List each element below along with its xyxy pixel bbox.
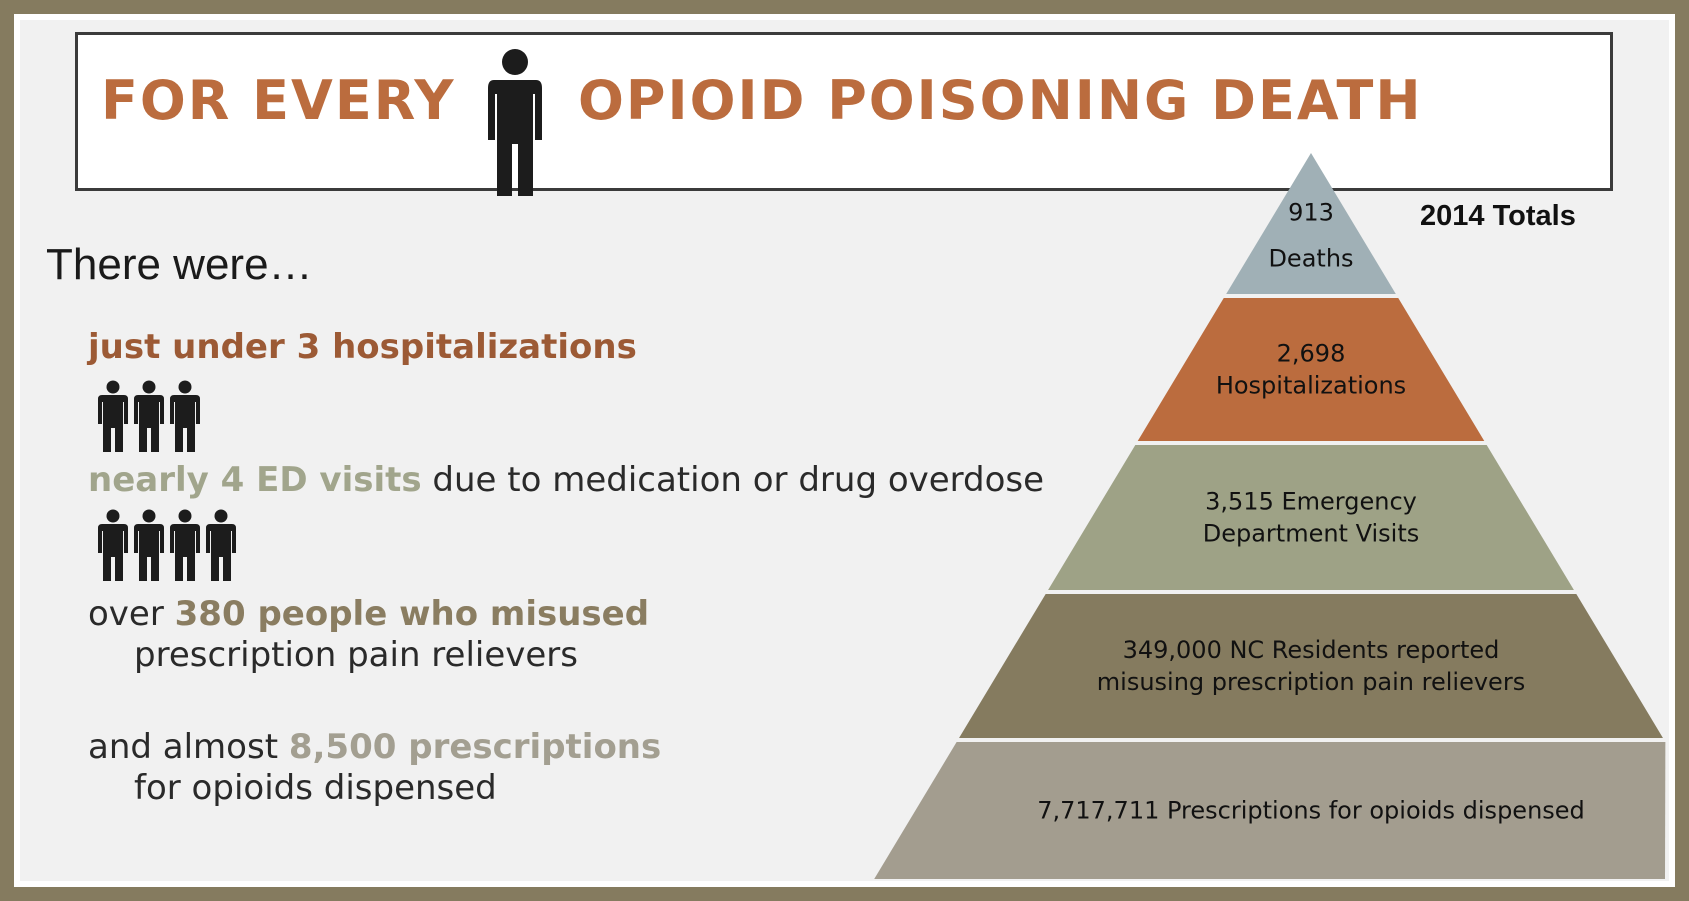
pyramid-tier-label: Deaths [1268, 244, 1354, 273]
stat-rest: due to medication or drug overdose [421, 460, 1045, 500]
pyramid-tier-2 [1048, 445, 1574, 590]
stat-continuation: prescription pain relievers [134, 634, 578, 675]
pyramid-tier-3 [959, 594, 1663, 738]
stat-prefix: over [88, 594, 175, 634]
pyramid-tier-label: 2,698 [1276, 339, 1346, 368]
totals-label: 2014 Totals [1420, 200, 1576, 232]
pyramid-tier-label: Hospitalizations [1215, 371, 1407, 400]
stat-highlight: just under 3 hospitalizations [88, 327, 637, 367]
stat-continuation: for opioids dispensed [134, 767, 497, 808]
stat-highlight: 8,500 prescriptions [288, 727, 662, 767]
pyramid-tier-label: 913 [1288, 198, 1334, 227]
pyramid-tier-label: 3,515 Emergency [1205, 487, 1417, 516]
stat-prefix: and almost [88, 727, 289, 767]
title-text-for-every: FOR EVERY [101, 69, 456, 132]
title-text-opioid-poisoning-death: OPIOID POISONING DEATH [578, 69, 1423, 132]
pyramid-tier-1 [1138, 298, 1485, 441]
pyramid-tier-label: 349,000 NC Residents reported [1122, 636, 1500, 664]
pyramid-tier-label: 7,717,711 Prescriptions for opioids dispensed [1037, 796, 1585, 825]
stat-highlight: 380 people who misused [174, 594, 650, 634]
pyramid-tier-label: misusing prescription pain relievers [1096, 668, 1526, 696]
pyramid-tier-label: Department Visits [1202, 519, 1420, 548]
stat-highlight: nearly 4 ED visits [88, 460, 422, 500]
intro-text: There were… [46, 240, 313, 289]
